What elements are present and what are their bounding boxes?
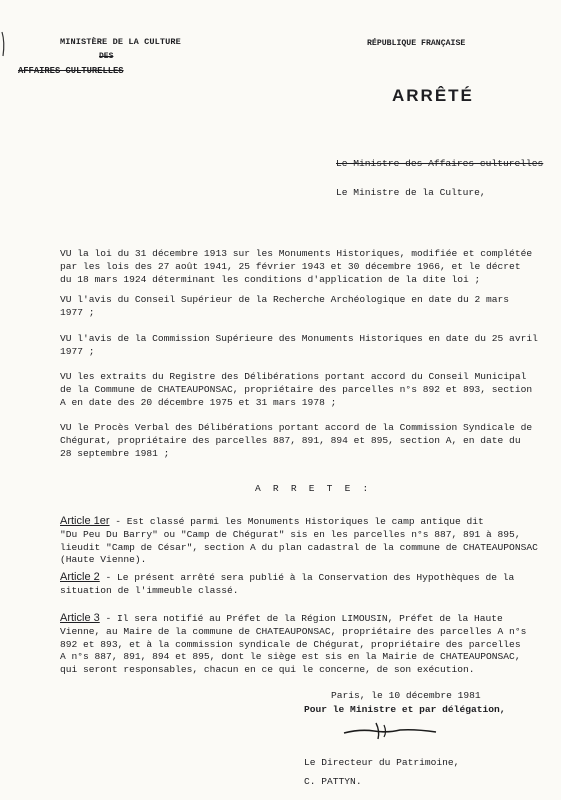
article-2	[60, 571, 530, 598]
consideration-paragraph: VU la loi du 31 décembre 1913 sur les Monuments Historiques, modifiée et complétée par les lois des 27 août 1941, 25 février 1943 et 30 décembre 1966, et le décret du 18 mars 1924 déterminant les conditions d'application de la dite loi ;	[60, 248, 533, 285]
republic-header: RÉPUBLIQUE FRANÇAISE	[367, 39, 466, 48]
consideration-paragraph: VU l'avis du Conseil Supérieur de la Recherche Archéologique en date du 2 mars 1977 ;	[60, 294, 510, 318]
consideration-paragraph: VU les extraits du Registre des Délibérations portant accord du Conseil Municipal de la Commune de CHATEAUPONSAC, propriétaire des parcelles n°s 892 et 893, section A en date des 20 décembre 1975 et 31 mars 1978 ;	[60, 371, 533, 408]
article-3	[60, 612, 530, 677]
signature-delegation: Pour le Ministre et par délégation,	[304, 704, 506, 715]
decision-heading: A R R E T E :	[255, 483, 372, 494]
article-1	[60, 515, 538, 567]
handwritten-signature	[340, 717, 450, 747]
article-text: - Il sera notifié au Préfet de la Région LIMOUSIN, Préfet de la Haute Vienne, au Maire de la commune de CHATEAUPONSAC, propriétaire des parcelles A n°s 892 et 893, et à la commission syndicale de Chégurat, propriétaire des parcelles A n°s 887, 891, 894 et 895, dont le siège est sis en la Mairie de CHATEAUPONSAC, qui seront responsables, chacun en ce qui le concerne, de son exécution.	[60, 613, 527, 676]
page-edge-mark	[0, 30, 8, 58]
ministry-name: MINISTÈRE DE LA CULTURE	[60, 37, 181, 47]
article-label: Article 1er	[60, 515, 110, 527]
document-title: ARRÊTÉ	[392, 86, 474, 105]
article-text: - Est classé parmi les Monuments Historiques le camp antique dit "Du Peu Du Barry" ou "Camp de Chégurat" sis en les parcelles n°s 887, 891 à 895, lieudit "Camp de César", section A du plan cadastral de la commune de CHATEAUPONSAC (Haute Vienne).	[60, 516, 538, 566]
consideration-paragraph: VU le Procès Verbal des Délibérations portant accord de la Commission Syndicale de Chégurat, propriétaire des parcelles 887, 891, 894 et 895, section A, en date du 28 septembre 1981 ;	[60, 422, 533, 459]
article-label: Article 3	[60, 612, 100, 624]
article-label: Article 2	[60, 571, 100, 583]
minister-struck-title: Le Ministre des Affaires culturelles	[336, 158, 544, 169]
consideration-paragraph: VU l'avis de la Commission Supérieure des Monuments Historiques en date du 25 avril 1977 ;	[60, 333, 538, 357]
minister-title: Le Ministre de la Culture,	[336, 187, 486, 198]
signature-place-date: Paris, le 10 décembre 1981	[331, 690, 481, 701]
signatory-name: C. PATTYN.	[304, 776, 362, 787]
signatory-role: Le Directeur du Patrimoine,	[304, 757, 460, 768]
article-text: - Le présent arrêté sera publié à la Conservation des Hypothèques de la situation de l'immeuble classé.	[60, 572, 515, 596]
ministry-struck-word: DES	[99, 52, 114, 61]
ministry-struck-line: AFFAIRES CULTURELLES	[18, 66, 124, 76]
